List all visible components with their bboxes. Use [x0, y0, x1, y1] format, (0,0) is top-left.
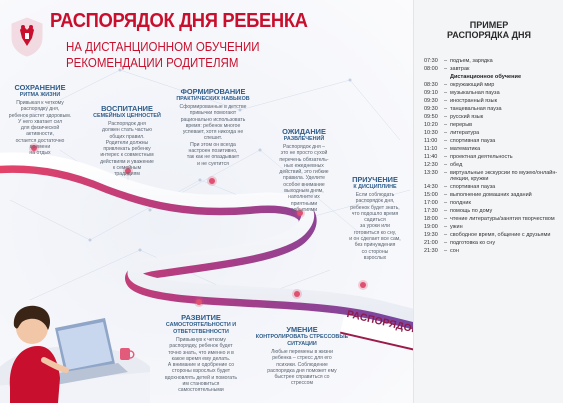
list-item: 14:30 – спортивная пауза — [424, 184, 496, 191]
list-item: 07:30 – подъем, зарядка — [424, 58, 493, 64]
schedule-section-heading: Дистанционное обучение — [450, 73, 522, 80]
banner-text: РАСПОРЯДОК — [345, 309, 420, 337]
tip-subheading: КОНТРОЛИРОВАТЬ СТРЕССОВЫЕ СИТУАЦИИ — [255, 334, 349, 347]
list-item: 18:00 – чтение литературы/занятия творчеством — [424, 216, 555, 223]
list-item: 11:40 – проектная деятельность — [424, 153, 513, 160]
tip-heading: СОХРАНЕНИЕ — [14, 83, 66, 92]
list-item: 09:50 – русский язык — [424, 113, 484, 120]
list-item: 17:30 – помощь по дому — [424, 208, 493, 215]
list-item: 15:00 – выполнение домашних заданий — [424, 192, 532, 199]
list-item: 11:00 – спортивная пауза — [424, 137, 496, 144]
cup-icon — [120, 348, 134, 360]
list-item: 13:30 – виртуальные экскурсии по музею/онлайн-лекции, кружки — [424, 169, 558, 183]
tip-body: Если соблюдать распорядок дня, ребенок будет знать, что подошло время садиться за уроки или готовиться ко сну, и он сделает все сам, без принуждения со стороны взрослых — [349, 192, 401, 261]
list-item: 21:30 – сон — [424, 248, 459, 255]
list-item: 17:00 – полдник — [424, 200, 471, 207]
list-item: 09:30 – танцевальная пауза — [424, 105, 502, 112]
list-item: 08:00 – завтрак — [424, 65, 470, 72]
tip-entertainment — [262, 128, 346, 213]
schedule-list — [424, 58, 558, 256]
marker-dot-3 — [209, 178, 215, 184]
tip-independence — [150, 314, 252, 394]
tip-subheading: СЕМЕЙНЫХ ЦЕННОСТЕЙ — [93, 113, 161, 119]
tip-heading: ВОСПИТАНИЕ — [101, 104, 153, 113]
tip-rhythm — [2, 84, 78, 157]
marker-dot-7 — [294, 291, 300, 297]
schedule-title: ПРИМЕР РАСПОРЯДКА ДНЯ — [447, 20, 531, 40]
tip-practical-skills — [160, 88, 266, 167]
list-item: 09:30 – иностранный язык — [424, 97, 498, 104]
tip-subheading: РИТМА ЖИЗНИ — [19, 92, 61, 98]
list-item: 08:30 – окружающий мир — [424, 81, 495, 88]
tip-heading: РАЗВИТИЕ — [181, 313, 221, 322]
tip-heading: УМЕНИЕ — [286, 325, 318, 334]
list-item: 19:30 – свободное время, общение с друзьями — [424, 232, 551, 239]
tip-subheading: САМОСТОЯТЕЛЬНОСТИ И ОТВЕТСТВЕННОСТИ — [165, 322, 237, 335]
page-subtitle-2: РЕКОМЕНДАЦИИ РОДИТЕЛЯМ — [66, 56, 239, 70]
tip-family-values — [84, 105, 170, 178]
list-item: 21:00 – подготовка ко сну — [424, 240, 496, 247]
tip-subheading: К ДИСЦИПЛИНЕ — [353, 184, 397, 190]
list-item: 11:10 – математика — [424, 145, 481, 152]
tip-body: Распорядок дня должен стать частью общих правил. Родители должны привлекать ребенку интерес к совместным действиям и уважение к семейным традициям — [100, 121, 154, 178]
list-item: 19:00 – ужин — [424, 224, 463, 231]
list-item: 10:20 – перерыв — [424, 121, 473, 128]
tip-body: Привыкая к четкому распорядку дня, ребенок растет здоровым. У него хватает сил для физической активности, остается достаточно времени на отдых — [8, 100, 72, 157]
coat-of-arms-icon — [8, 16, 46, 58]
list-item: 09:10 – музыкальная пауза — [424, 89, 500, 96]
list-item: 10:30 – литература — [424, 129, 480, 136]
tip-body: Любые перемены в жизни ребенка – стресс для его психики. Соблюдение распорядка дня поможет ему быстрее справиться со стрессом — [267, 349, 337, 387]
tip-body: Привыкнув к четкому распорядку, ребенок будет точно знать, что именно и в какое время ему делать. А внимание и одобрение со стороны взрослых будет вдохновлять детей и помогать им становиться самостоятельными — [165, 337, 237, 394]
tip-discipline — [336, 176, 414, 261]
tip-heading: ФОРМИРОВАНИЕ — [180, 87, 246, 96]
tip-body: Распорядок дня – это не просто сухой перечень обязатель- ных ежедневных действий, это гибкие правила. Уделите особое внимание выходным дням, наполните их приятными событиями — [279, 144, 329, 213]
tip-body: Сформированные в детстве привычки помогают рационально использовать время: ребенок многое успевает, хотя никогда не спешит. При этом он всегда настроен позитивно, так как не опаздывает и не суетится — [179, 104, 247, 167]
tip-subheading: РАЗВЛЕЧЕНИЙ — [283, 136, 325, 142]
marker-dot-6 — [196, 299, 202, 305]
schedule-header — [424, 8, 554, 56]
tip-stress-control — [252, 326, 352, 387]
marker-dot-5 — [360, 282, 366, 288]
list-item: 12:30 – обед — [424, 161, 463, 168]
tip-heading: ОЖИДАНИЕ — [282, 127, 326, 136]
child-at-desk-icon — [0, 268, 150, 403]
tip-subheading: ПРАКТИЧЕСКИХ НАВЫКОВ — [176, 96, 250, 102]
schedule-panel — [413, 0, 563, 403]
tip-heading: ПРИУЧЕНИЕ — [352, 175, 398, 184]
page-subtitle: НА ДИСТАНЦИОННОМ ОБУЧЕНИИ — [66, 40, 260, 54]
page-title: РАСПОРЯДОК ДНЯ РЕБЕНКА — [50, 10, 308, 32]
